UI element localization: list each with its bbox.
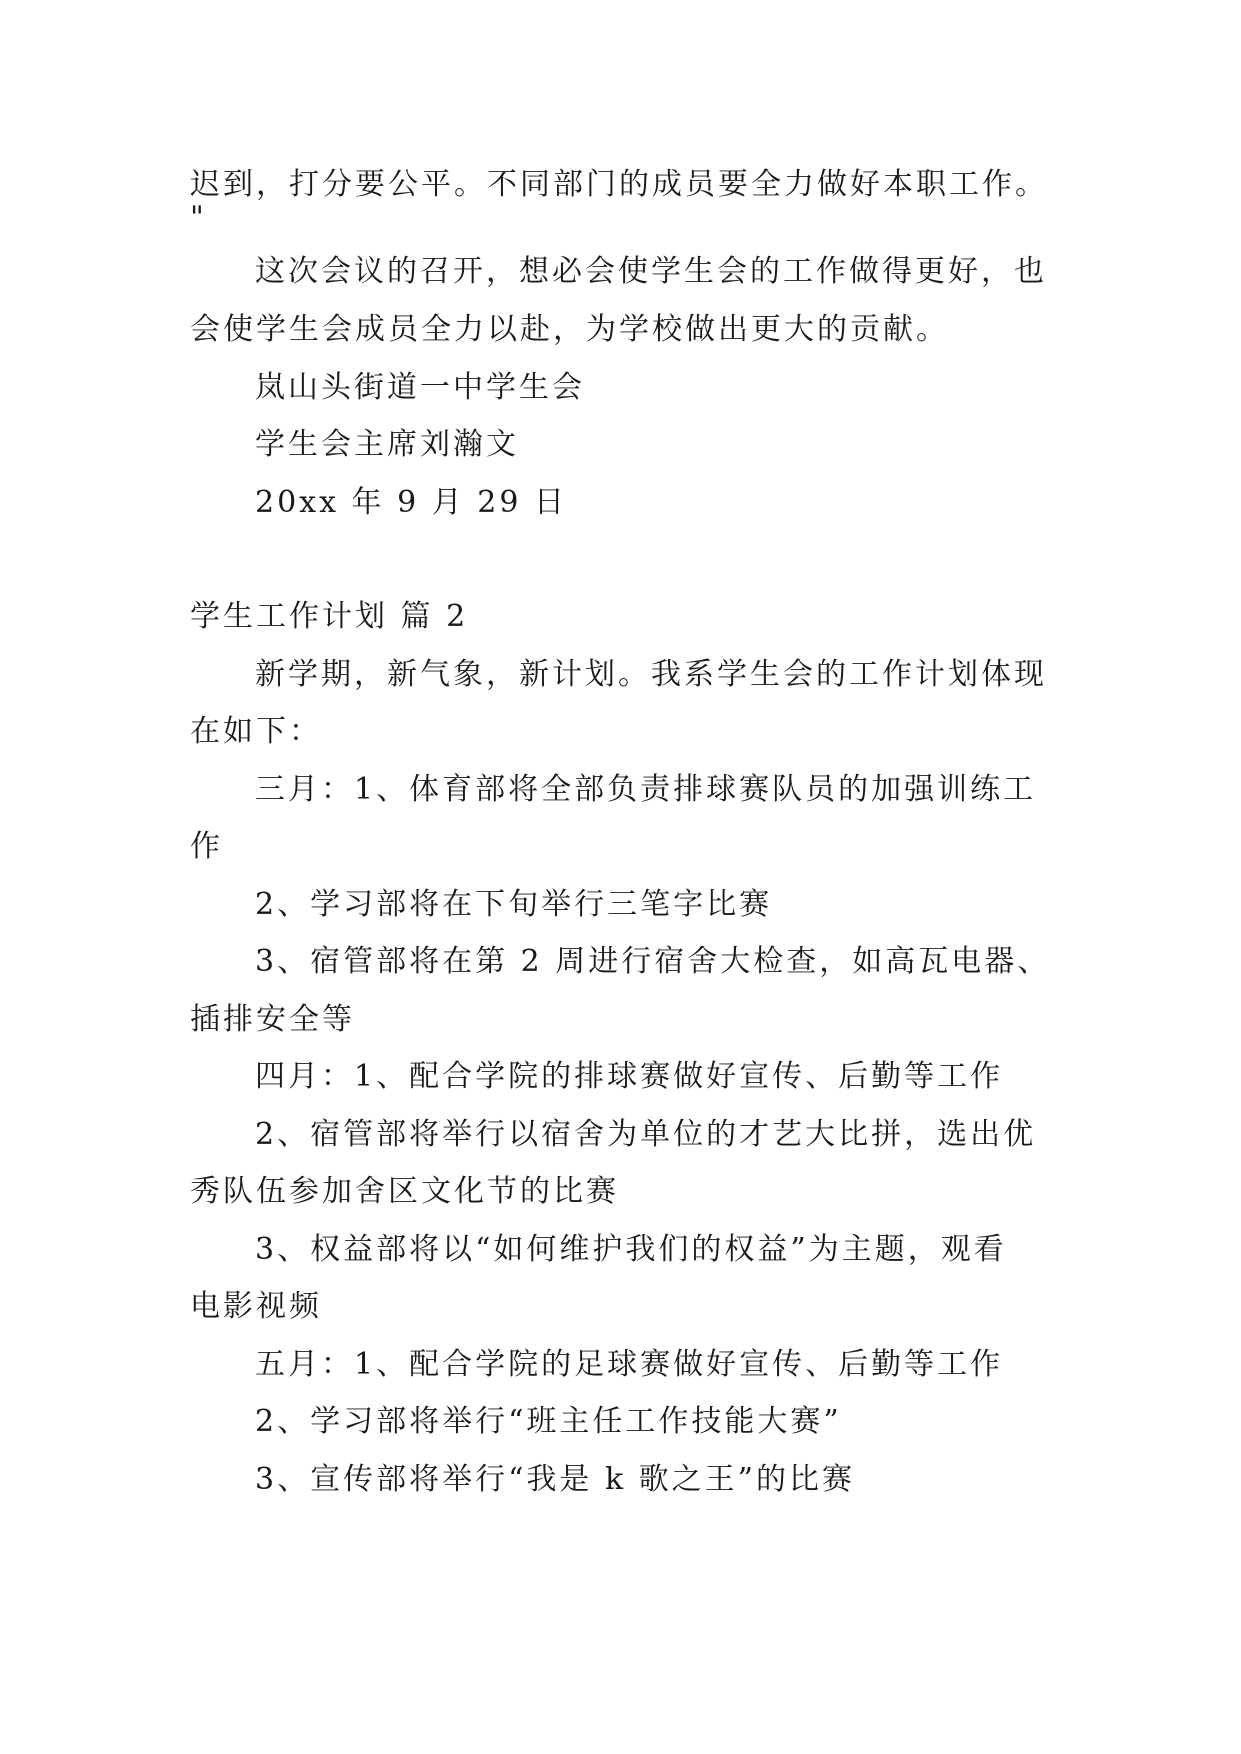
text-line: 岚山头街道一中学生会 <box>255 370 585 405</box>
text-line: " <box>190 200 207 235</box>
text-line: 3、权益部将以“如何维护我们的权益”为主题，观看 <box>255 1232 1007 1267</box>
text-line: 2、宿管部将举行以宿舍为单位的才艺大比拼，选出优 <box>255 1117 1037 1152</box>
text-line: 新学期，新气象，新计划。我系学生会的工作计划体现 <box>255 657 1047 692</box>
text-line: 迟到，打分要公平。不同部门的成员要全力做好本职工作。 <box>190 167 1048 202</box>
text-line: 插排安全等 <box>190 1002 355 1037</box>
text-line: 作 <box>190 829 223 864</box>
text-line: 2、学习部将举行“班主任工作技能大赛” <box>255 1404 842 1439</box>
text-line: 三月：1、体育部将全部负责排球赛队员的加强训练工 <box>255 772 1037 807</box>
text-line: 20xx 年 9 月 29 日 <box>255 485 567 520</box>
section-heading: 学生工作计划 篇 2 <box>190 599 469 634</box>
text-line: 五月：1、配合学院的足球赛做好宣传、后勤等工作 <box>255 1347 1004 1382</box>
text-line: 这次会议的召开，想必会使学生会的工作做得更好，也 <box>255 254 1047 289</box>
text-line: 3、宣传部将举行“我是 k 歌之王”的比赛 <box>255 1462 856 1497</box>
text-line: 2、学习部将在下旬举行三笔字比赛 <box>255 887 773 922</box>
text-line: 四月：1、配合学院的排球赛做好宣传、后勤等工作 <box>255 1059 1004 1094</box>
text-line: 会使学生会成员全力以赴，为学校做出更大的贡献。 <box>190 312 949 347</box>
text-line: 电影视频 <box>190 1289 322 1324</box>
text-line: 学生会主席刘瀚文 <box>255 427 519 462</box>
text-line: 秀队伍参加舍区文化节的比赛 <box>190 1174 619 1209</box>
text-line: 在如下： <box>190 714 322 749</box>
text-line: 3、宿管部将在第 2 周进行宿舍大检查，如高瓦电器、 <box>255 944 1051 979</box>
